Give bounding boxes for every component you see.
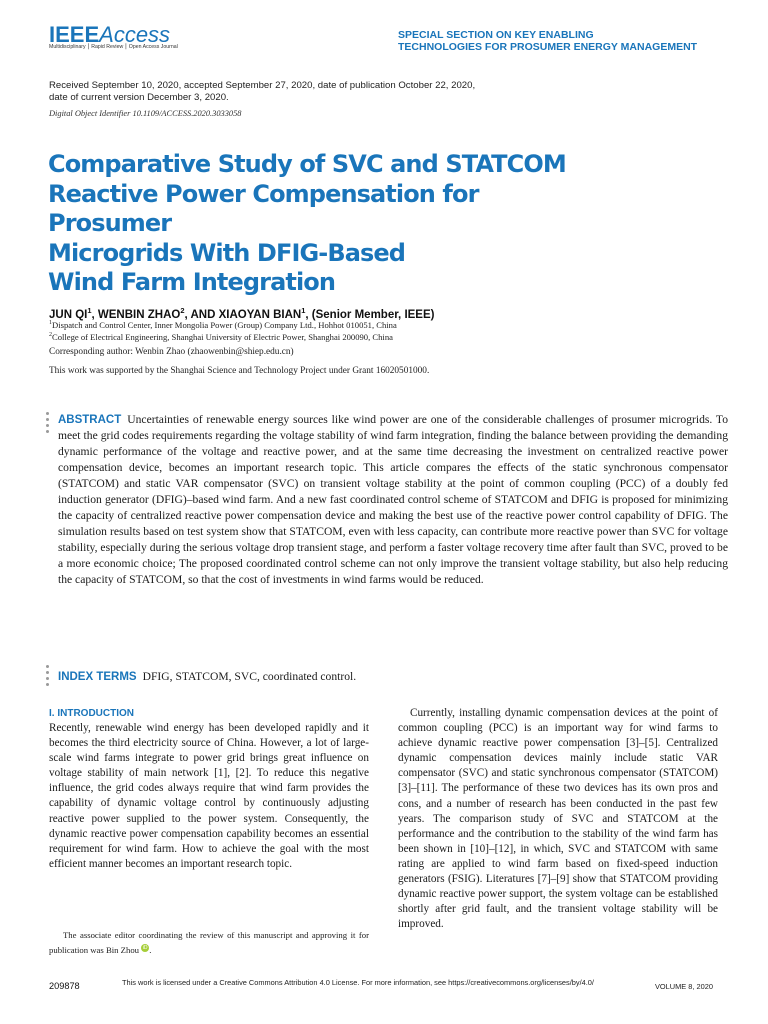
intro-left-column: Recently, renewable wind energy has been developed rapidly and it becomes the third electricity source of China. However, a lot of large-scale wind farms integrate to power grid brings great influence on voltage stability of main network [1], [2]. To reduce this negative influence, the grid codes always require that wind farm provides the capability of dynamic voltage control by continuously adjusting reactive power supplied to the power system. Consequently, the dynamic reactive power compensation capability becomes an essential requirement for wind farm. How to achieve the goal with the most efficient manner becomes an important research topic. xyxy=(49,722,369,870)
author-1-affiliation: 1 xyxy=(87,306,92,315)
index-terms xyxy=(58,669,728,685)
affiliation-1-marker: 1 xyxy=(49,320,52,327)
affiliation-2-marker: 2 xyxy=(49,332,52,339)
editor-footnote xyxy=(49,928,369,958)
orcid-icon[interactable]: iD xyxy=(142,945,148,952)
abstract xyxy=(58,412,728,588)
footnote-text: The associate editor coordinating the review of this manuscript and approving it for publication was Bin Zhou xyxy=(49,930,369,955)
intro-right-column: Currently, installing dynamic compensation devices at the point of common coupling (PCC) is an important way for wind farms to achieve dynamic reactive power compensation [3]–[5]. Centralized dynamic compensation devices mainly include static VAR compensator (SVC) and static synchronous compensator (STATCOM) [3]–[11]. The performance of these two devices has its own pros and cons, and a number of research has been conducted in the past few years. The comparison study of SVC and STATCOM at the performance and the contribution to the stability of the wind farm has been shown in [10]–[12], in which, SVC and STATCOM with same rating are applied to wind farm based on fixed-speed induction generators (FSIG). Literatures [7]–[9] show that STATCOM providing dynamic reactive power support, the system voltage can be established shortly after grid fault, and the transient voltage stability will be improved. xyxy=(398,707,718,931)
affiliation-2 xyxy=(49,332,393,342)
license-notice: This work is licensed under a Creative Commons Attribution 4.0 License. For more information, see https://creativecommons.org/licenses/by/4.0/ xyxy=(122,978,594,987)
title-line-1: Comparative Study of SVC and STATCOM xyxy=(48,150,566,178)
index-terms-label: INDEX TERMS xyxy=(58,671,137,683)
abstract-dots-icon xyxy=(46,412,50,436)
volume-label: VOLUME 8, 2020 xyxy=(655,982,713,991)
affiliation-2-text: College of Electrical Engineering, Shanghai University of Electric Power, Shanghai 200090, China xyxy=(52,332,393,342)
footnote-end: . xyxy=(149,945,152,955)
affiliation-1-text: Dispatch and Control Center, Inner Mongolia Power (Group) Company Ltd., Hohhot 010051, China xyxy=(52,320,397,330)
page-number: 209878 xyxy=(49,981,80,991)
current-version-date: date of current version December 3, 2020. xyxy=(49,92,229,103)
funding-statement: This work was supported by the Shanghai Science and Technology Project under Grant 16020501000. xyxy=(49,366,430,376)
author-membership: , (Senior Member, IEEE) xyxy=(305,308,435,321)
affiliation-1 xyxy=(49,320,397,330)
author-1: JUN QI xyxy=(49,308,88,321)
index-terms-text: DFIG, STATCOM, SVC, coordinated control. xyxy=(142,670,357,683)
abstract-label: ABSTRACT xyxy=(58,414,122,426)
doi-line: Digital Object Identifier 10.1109/ACCESS.2020.3033058 xyxy=(49,109,242,118)
author-3-affiliation: 1 xyxy=(301,306,306,315)
title-line-4: Wind Farm Integration xyxy=(48,268,336,296)
author-2: , WENBIN ZHAO xyxy=(91,308,181,321)
abstract-text: Uncertainties of renewable energy sources like wind power are one of the considerable challenges of prosumer microgrids. To meet the grid codes requirements regarding the voltage stability of wind farm integration, finding the balance between providing the demanding dynamic performance of the voltage and reactive power, and at the same time decreasing the investment on centralized reactive power compensation device, becomes an important research topic. This article compares the effects of the static synchronous compensator (STATCOM) and static VAR compensator (SVC) on transient voltage stability at the point of common coupling (PCC) of a doubly fed induction generator (DFIG)–based wind farm. And a new fast coordinated control scheme of STATCOM and DFIG is proposed for minimizing the capacity of centralized reactive power compensation device and making the best use of the reactive power control capability of DFIG. The simulation results based on test system show that STATCOM, even with less capacity, can contribute more reactive power than SVC for voltage stability, especially during the serious voltage drop transient stage, and perform a faster voltage recovery time after fault than SVC, proved to be a more economic choice; The proposed coordinated control scheme can not only improve the transient voltage stability, but also help reducing the capacity of STATCOM, so that the cost of investments in wind farms would be reduced. xyxy=(58,413,728,586)
paper-title xyxy=(48,150,608,298)
section-heading-introduction: I. INTRODUCTION xyxy=(49,708,134,719)
received-dates: Received September 10, 2020, accepted September 27, 2020, date of publication October 22, 2020, xyxy=(49,80,476,91)
publication-dates xyxy=(49,80,489,104)
title-line-3: Microgrids With DFIG-Based xyxy=(48,238,406,267)
title-line-2: Reactive Power Compensation for Prosumer xyxy=(48,179,479,237)
index-terms-dots-icon xyxy=(46,665,50,689)
special-section-line-1: SPECIAL SECTION ON KEY ENABLING xyxy=(398,29,594,41)
author-3: , AND XIAOYAN BIAN xyxy=(184,308,302,321)
special-section-line-2: TECHNOLOGIES FOR PROSUMER ENERGY MANAGEMENT xyxy=(398,41,698,53)
author-list xyxy=(49,306,434,321)
corresponding-author: Corresponding author: Wenbin Zhao (zhaowenbin@shiep.edu.cn) xyxy=(49,347,294,357)
special-section-heading xyxy=(398,29,728,53)
logo-access-text: Access xyxy=(99,22,171,47)
logo-ieee-text: IEEE xyxy=(49,22,100,47)
logo-tagline: Multidisciplinary ⎮ Rapid Review ⎮ Open Access Journal xyxy=(49,44,178,50)
author-2-affiliation: 2 xyxy=(180,306,185,315)
